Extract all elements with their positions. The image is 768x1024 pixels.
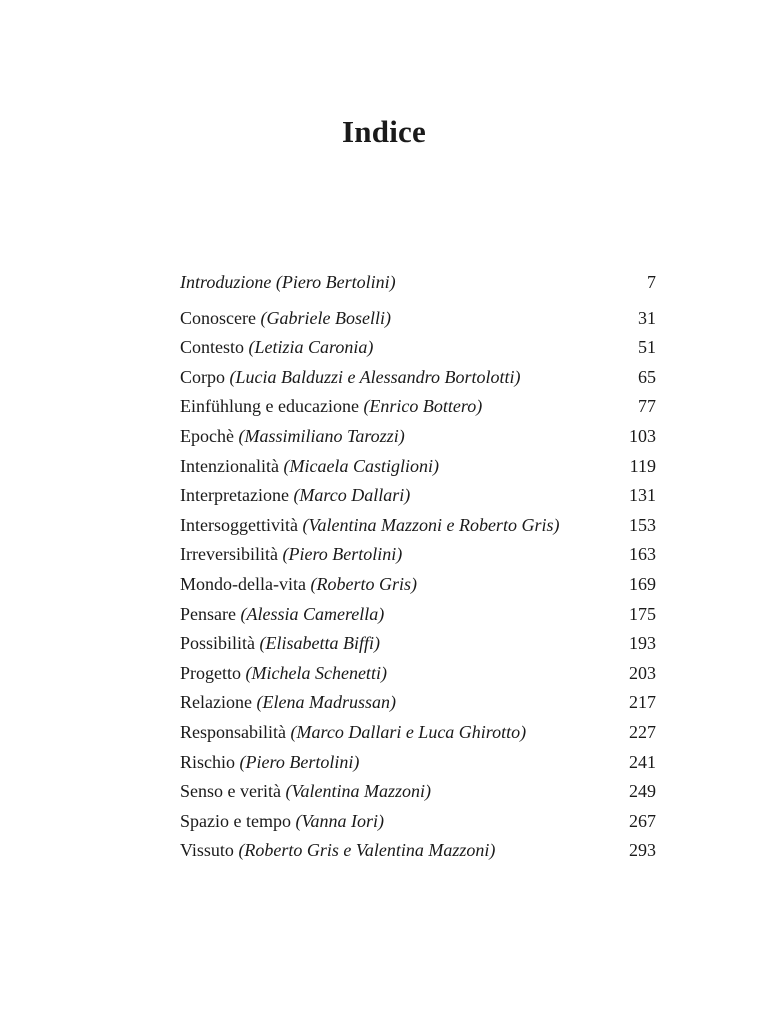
toc-entry — [180, 422, 656, 452]
toc-entry-title: Progetto — [180, 662, 241, 683]
toc-entry — [180, 807, 656, 837]
toc-entry-author: (Elisabetta Biffi) — [259, 633, 380, 654]
toc-entry-page: 31 — [638, 307, 656, 328]
toc-entry-label — [180, 363, 521, 393]
toc-entry-author: (Vanna Iori) — [295, 810, 384, 831]
toc-entry-title: Vissuto — [180, 840, 234, 861]
toc-entry-page: 131 — [629, 485, 656, 506]
toc-entry-author: (Roberto Gris) — [310, 573, 417, 594]
toc-entry-title: Rischio — [180, 751, 236, 772]
toc-entry — [180, 304, 656, 334]
toc-entry-label — [180, 392, 482, 422]
toc-entry-label — [180, 511, 559, 541]
toc-entry-label — [180, 807, 384, 837]
toc-entry-title: Intenzionalità — [180, 455, 279, 476]
toc-entry-title: Epochè — [180, 425, 234, 446]
toc-entry-author: (Lucia Balduzzi e Alessandro Bortolotti) — [229, 366, 521, 387]
toc-entry-author: (Piero Bertolini) — [275, 272, 396, 292]
toc-entry-label — [180, 600, 384, 630]
toc-entry — [180, 600, 656, 630]
toc-entry-title: Mondo-della-vita — [180, 573, 306, 594]
toc-entry-author: (Valentina Mazzoni) — [285, 781, 431, 802]
toc-entry-label — [180, 268, 396, 298]
toc-entry-page: 169 — [629, 573, 656, 594]
page-title: Indice — [342, 114, 426, 149]
toc-entry-title: Irreversibilità — [180, 544, 278, 565]
toc-entry-page: 175 — [629, 603, 656, 624]
toc-entry — [180, 629, 656, 659]
toc-entry-label — [180, 688, 396, 718]
toc-entry-page: 163 — [629, 544, 656, 565]
toc-entry — [180, 333, 656, 363]
toc-entry — [180, 511, 656, 541]
toc-entry-author: (Gabriele Boselli) — [260, 307, 391, 328]
toc-entry-author: (Valentina Mazzoni e Roberto Gris) — [302, 514, 560, 535]
toc-entry — [180, 452, 656, 482]
table-of-contents — [180, 268, 656, 866]
toc-entry-label — [180, 777, 431, 807]
toc-entry-title: Intersoggettività — [180, 514, 298, 535]
toc-entry — [180, 481, 656, 511]
toc-entry-page: 249 — [629, 781, 656, 802]
toc-entry-label — [180, 659, 387, 689]
toc-entry-title: Contesto — [180, 337, 245, 358]
toc-entry-title: Responsabilità — [180, 721, 286, 742]
toc-entry-page: 65 — [638, 366, 656, 387]
toc-entry-page: 103 — [629, 425, 656, 446]
toc-entry-author: (Massimiliano Tarozzi) — [238, 425, 405, 446]
toc-entry-author: (Marco Dallari e Luca Ghirotto) — [290, 721, 527, 742]
toc-entry-author: (Elena Madrussan) — [256, 692, 396, 713]
toc-entry — [180, 777, 656, 807]
toc-entry-page: 153 — [629, 514, 656, 535]
toc-entry-page: 77 — [638, 396, 656, 417]
toc-entry-title: Senso e verità — [180, 781, 281, 802]
toc-entry-title: Interpretazione — [180, 485, 289, 506]
toc-entry — [180, 659, 656, 689]
toc-entry-list — [180, 304, 656, 866]
toc-entry-author: (Roberto Gris e Valentina Mazzoni) — [238, 840, 496, 861]
toc-entry-title: Einfühlung e educazione — [180, 396, 359, 417]
toc-entry-page: 51 — [638, 337, 656, 358]
toc-entry-author: (Letizia Caronia) — [248, 337, 374, 358]
toc-entry-label — [180, 748, 359, 778]
toc-entry-author: (Marco Dallari) — [293, 485, 411, 506]
toc-entry-label — [180, 836, 495, 866]
toc-entry-page: 293 — [629, 840, 656, 861]
toc-entry-label — [180, 422, 405, 452]
toc-entry-author: (Alessia Camerella) — [240, 603, 385, 624]
toc-entry-label — [180, 540, 402, 570]
toc-entry-label — [180, 629, 380, 659]
toc-entry-page: 267 — [629, 810, 656, 831]
toc-entry — [180, 836, 656, 866]
toc-entry-page: 7 — [647, 272, 656, 292]
toc-entry — [180, 540, 656, 570]
toc-entry-label — [180, 718, 526, 748]
toc-entry-label — [180, 304, 391, 334]
toc-entry — [180, 688, 656, 718]
toc-entry — [180, 748, 656, 778]
toc-entry — [180, 363, 656, 393]
toc-entry-page: 193 — [629, 633, 656, 654]
toc-entry-page: 217 — [629, 692, 656, 713]
toc-entry-label — [180, 481, 410, 511]
toc-entry-page: 203 — [629, 662, 656, 683]
toc-entry-title: Corpo — [180, 366, 225, 387]
toc-entry-author: (Micaela Castiglioni) — [283, 455, 439, 476]
toc-entry-title: Conoscere — [180, 307, 256, 328]
toc-entry-author: (Piero Bertolini) — [282, 544, 403, 565]
toc-entry — [180, 392, 656, 422]
toc-entry-introduzione — [180, 268, 656, 298]
toc-entry-title: Pensare — [180, 603, 236, 624]
toc-entry — [180, 718, 656, 748]
toc-entry-label — [180, 452, 439, 482]
toc-entry-label — [180, 333, 373, 363]
toc-entry-author: (Enrico Bottero) — [363, 396, 483, 417]
toc-entry-label — [180, 570, 417, 600]
toc-entry-title: Relazione — [180, 692, 252, 713]
toc-entry-page: 119 — [629, 455, 656, 476]
toc-entry-title: Possibilità — [180, 633, 256, 654]
toc-entry-author: (Piero Bertolini) — [239, 751, 360, 772]
toc-entry-title: Introduzione — [180, 272, 272, 292]
toc-entry-author: (Michela Schenetti) — [245, 662, 387, 683]
toc-entry — [180, 570, 656, 600]
toc-entry-page: 241 — [629, 751, 656, 772]
toc-entry-title: Spazio e tempo — [180, 810, 291, 831]
toc-entry-page: 227 — [629, 721, 656, 742]
